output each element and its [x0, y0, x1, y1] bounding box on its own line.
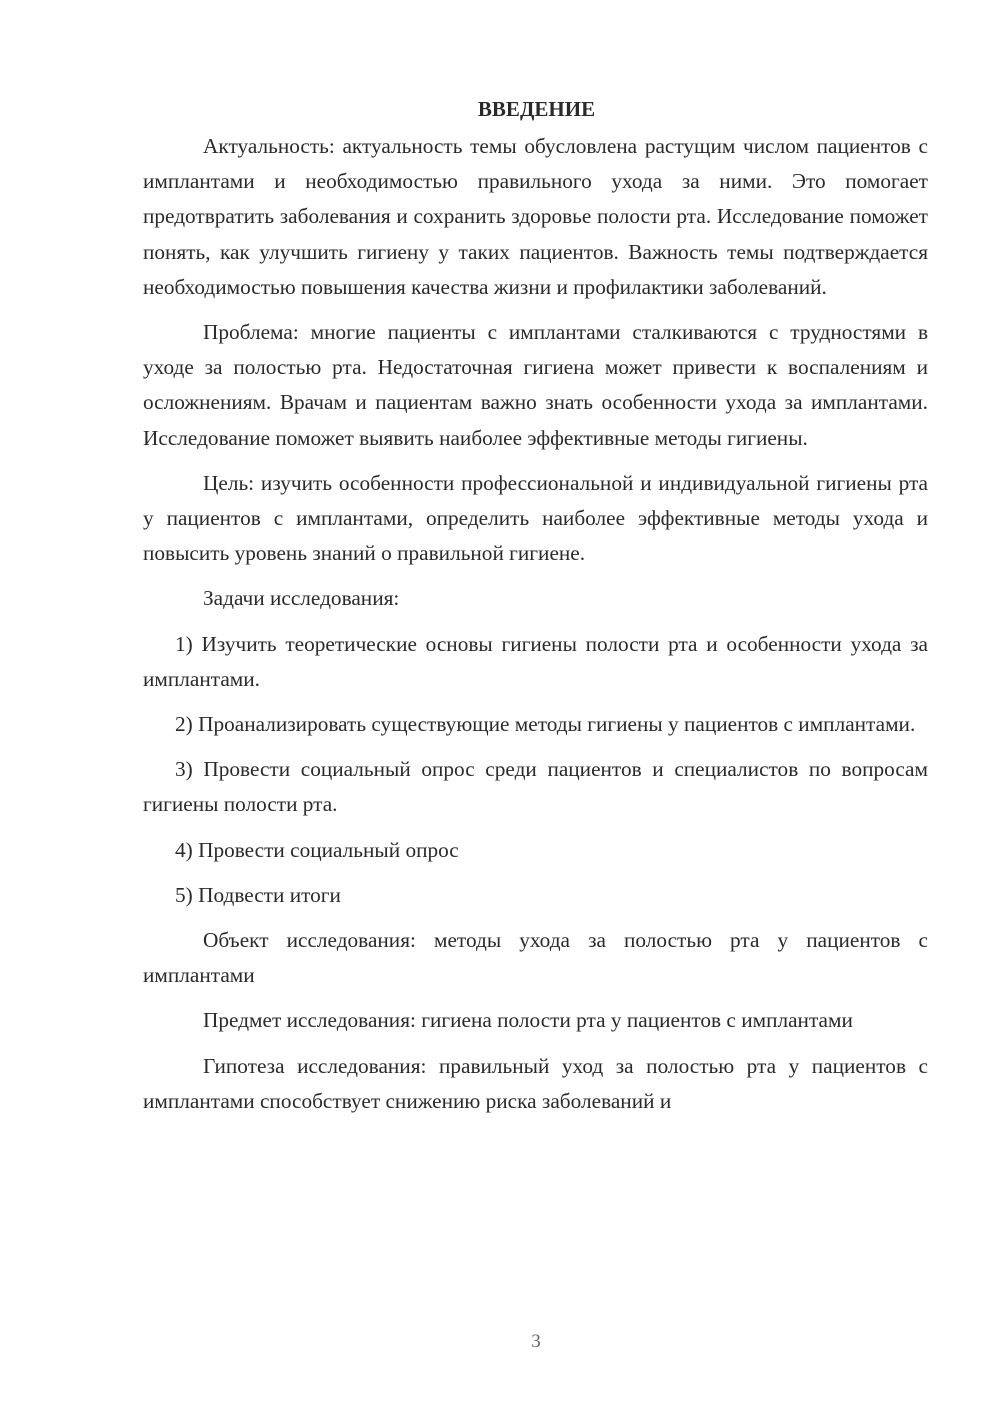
paragraph-object: Объект исследования: методы ухода за полостью рта у пациентов с имплантами	[143, 928, 928, 988]
task-item-3: 3) Провести социальный опрос среди пациентов и специалистов по вопросам гигиены полости рта.	[143, 757, 928, 817]
document-page	[143, 92, 928, 1119]
paragraph-subject: Предмет исследования: гигиена полости рта у пациентов с имплантами	[203, 1008, 853, 1033]
paragraph-relevance: Актуальность: актуальность темы обусловлена растущим числом пациентов с имплантами и необходимостью правильного ухода за ними. Это помогает предотвратить заболевания и сохранить здоровье полости рта. Исследование поможет понять, как улучшить гигиену у таких пациентов. Важность темы подтверждается необходимостью повышения качества жизни и профилактики заболеваний.	[143, 134, 928, 299]
task-item-1: 1) Изучить теоретические основы гигиены полости рта и особенности ухода за имплантами.	[143, 631, 928, 691]
paragraph-goal: Цель: изучить особенности профессиональной и индивидуальной гигиены рта у пациентов с имплантами, определить наиболее эффективные методы ухода и повысить уровень знаний о правильной гигиене.	[143, 470, 928, 566]
paragraph-hypothesis: Гипотеза исследования: правильный уход за полостью рта у пациентов с имплантами способствует снижению риска заболеваний и	[143, 1053, 928, 1113]
task-item-2: 2) Проанализировать существующие методы гигиены у пациентов с имплантами.	[175, 712, 916, 737]
task-item-4: 4) Провести социальный опрос	[175, 837, 459, 862]
paragraph-tasks-heading: Задачи исследования:	[203, 586, 400, 611]
task-item-5: 5) Подвести итоги	[175, 882, 341, 907]
section-title: ВВЕДЕНИЕ	[477, 97, 596, 121]
paragraph-problem: Проблема: многие пациенты с имплантами сталкиваются с трудностями в уходе за полостью рта. Недостаточная гигиена может привести к воспалениям и осложнениям. Врачам и пациентам важно знать особенности ухода за имплантами. Исследование поможет выявить наиболее эффективные методы гигиены.	[143, 320, 928, 450]
page-number: 3	[531, 1331, 541, 1352]
